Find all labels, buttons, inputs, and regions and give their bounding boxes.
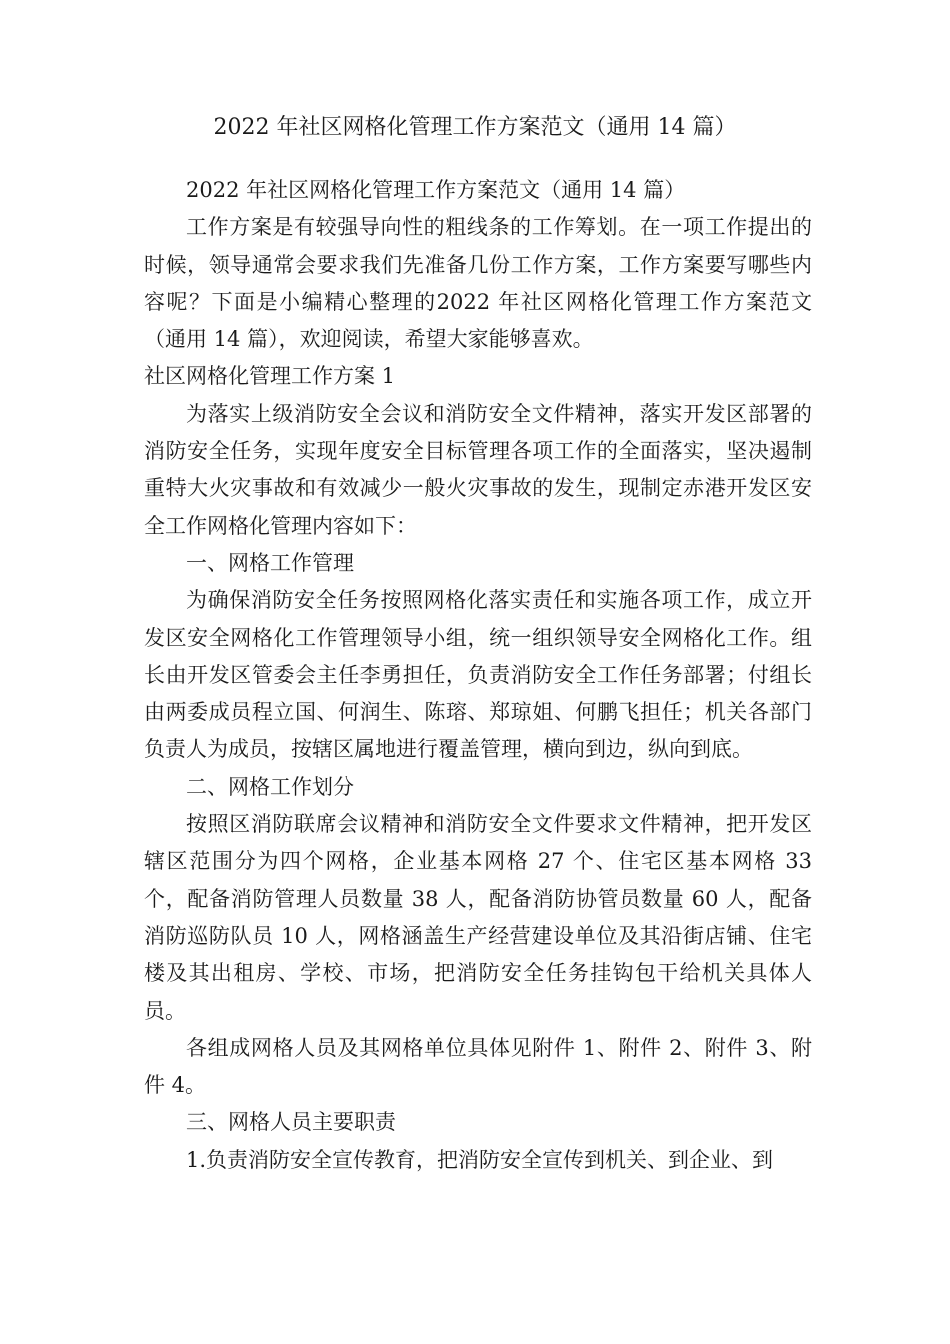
paragraph-attachments: 各组成网格人员及其网格单位具体见附件 1、附件 2、附件 3、附件 4。: [144, 1035, 812, 1098]
section-heading-plan-1: 社区网格化管理工作方案 1: [144, 364, 396, 389]
paragraph-duty-1: 1.负责消防安全宣传教育，把消防安全宣传到机关、到企业、到: [186, 1147, 774, 1172]
document-title: 2022 年社区网格化管理工作方案范文（通用 14 篇）: [213, 115, 737, 140]
paragraph-intro: 工作方案是有较强导向性的粗线条的工作筹划。在一项工作提出的时候，领导通常会要求我们先准备几份工作方案，工作方案要写哪些内容呢？下面是小编精心整理的2022 年社区网格化管理工作方案范文（通用 14 篇），欢迎阅读，希望大家能够喜欢。: [144, 215, 812, 352]
heading-grid-duties: 三、网格人员主要职责: [186, 1110, 396, 1135]
heading-grid-management: 一、网格工作管理: [186, 550, 354, 575]
paragraph-grid-management: 为确保消防安全任务按照网格化落实责任和实施各项工作，成立开发区安全网格化工作管理领导小组，统一组织领导安全网格化工作。组长由开发区管委会主任李勇担任，负责消防安全工作任务部署；付组长由两委成员程立国、何润生、陈瑢、郑琼姐、何鹏飞担任；机关各部门负责人为成员，按辖区属地进行覆盖管理，横向到边，纵向到底。: [144, 588, 812, 762]
document-body: [144, 172, 812, 1179]
paragraph-grid-division: 按照区消防联席会议精神和消防安全文件要求文件精神，把开发区辖区范围分为四个网格，企业基本网格 27 个、住宅区基本网格 33 个，配备消防管理人员数量 38 人，配备消防协管员数量 60 人，配备消防巡防队员 10 人，网格涵盖生产经营建设单位及其沿街店铺、住宅楼及其出租房、学校、市场，把消防安全任务挂钩包干给机关具体人员。: [144, 812, 812, 1023]
paragraph-subtitle: 2022 年社区网格化管理工作方案范文（通用 14 篇）: [186, 178, 686, 202]
heading-grid-division: 二、网格工作划分: [186, 774, 354, 799]
paragraph-purpose: 为落实上级消防安全会议和消防安全文件精神，落实开发区部署的消防安全任务，实现年度安全目标管理各项工作的全面落实，坚决遏制重特大火灾事故和有效减少一般火灾事故的发生，现制定赤港开发区安全工作网格化管理内容如下：: [144, 401, 812, 538]
